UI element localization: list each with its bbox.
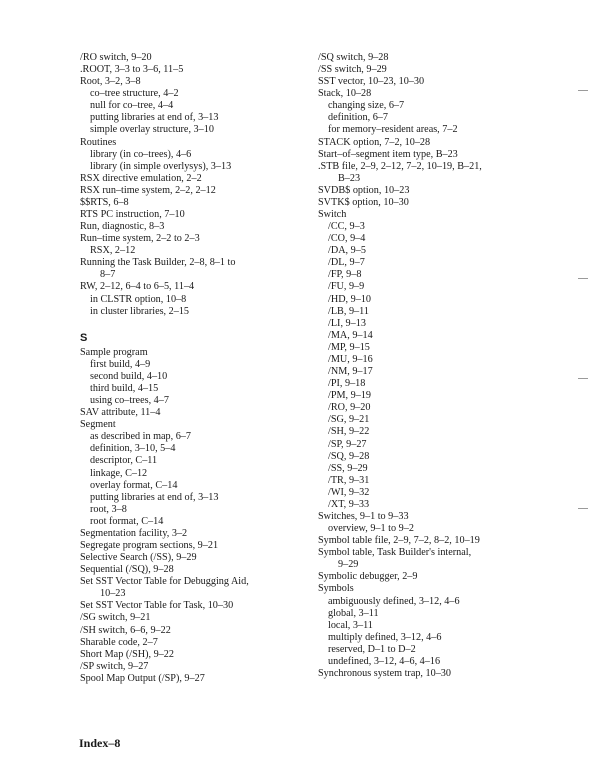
index-subentry: root, 3–8: [90, 503, 127, 515]
index-column-right: [318, 52, 568, 680]
index-subentry: library (in co–trees), 4–6: [90, 148, 192, 160]
index-subentry: /SH, 9–22: [328, 426, 370, 438]
index-subentry: /HD, 9–10: [328, 293, 372, 305]
index-entry: Synchronous system trap, 10–30: [318, 667, 451, 679]
index-entry: Stack, 10–28: [318, 88, 372, 100]
index-subentry: /NM, 9–17: [328, 366, 373, 378]
index-entry: /SQ switch, 9–28: [318, 52, 389, 63]
margin-mark: [578, 508, 588, 509]
index-subentry: overview, 9–1 to 9–2: [328, 523, 414, 535]
index-entry: Segment: [80, 419, 116, 431]
index-entry: Short Map (/SH), 9–22: [80, 648, 174, 660]
index-entry: /RO switch, 9–20: [80, 52, 152, 63]
index-entry: .STB file, 2–9, 2–12, 7–2, 10–19, B–21,: [318, 160, 482, 172]
index-entry: .ROOT, 3–3 to 3–6, 11–5: [80, 64, 184, 76]
index-entry: /SH switch, 6–6, 9–22: [80, 624, 171, 636]
index-subentry: ambiguously defined, 3–12, 4–6: [328, 595, 460, 607]
index-entry: Symbol table file, 2–9, 7–2, 8–2, 10–19: [318, 535, 480, 547]
index-subentry: global, 3–11: [328, 607, 379, 619]
index-entry: Running the Task Builder, 2–8, 8–1 to: [80, 257, 236, 269]
index-subentry: overlay format, C–14: [90, 479, 178, 491]
index-subentry: definition, 6–7: [328, 112, 388, 124]
index-entry: Segregate program sections, 9–21: [80, 539, 219, 551]
index-entry: Symbols: [318, 583, 354, 595]
index-entry: Segmentation facility, 3–2: [80, 527, 188, 539]
index-entry: Symbolic debugger, 2–9: [318, 571, 418, 583]
index-entry-continuation: 10–23: [100, 588, 126, 600]
index-subentry: /MA, 9–14: [328, 329, 373, 341]
index-subentry: putting libraries at end of, 3–13: [90, 491, 219, 503]
index-subentry: changing size, 6–7: [328, 100, 405, 112]
index-entry: RSX run–time system, 2–2, 2–12: [80, 184, 216, 196]
index-subentry: /MP, 9–15: [328, 341, 370, 353]
index-entry: SVDB$ option, 10–23: [318, 184, 410, 196]
index-subentry: /SG, 9–21: [328, 414, 370, 426]
index-entry: STACK option, 7–2, 10–28: [318, 136, 431, 148]
index-entry: /SS switch, 9–29: [318, 64, 387, 76]
index-entry: Symbol table, Task Builder's internal,: [318, 547, 472, 559]
margin-mark: [578, 378, 588, 379]
index-entry-continuation: B–23: [338, 172, 361, 184]
index-subentry: /RO, 9–20: [328, 402, 371, 414]
index-subentry: /MU, 9–16: [328, 353, 373, 365]
index-subentry: simple overlay structure, 3–10: [90, 124, 214, 136]
index-subentry: /CO, 9–4: [328, 233, 366, 245]
section-heading: S: [80, 331, 88, 344]
index-entry: SST vector, 10–23, 10–30: [318, 76, 425, 88]
index-subentry: definition, 3–10, 5–4: [90, 443, 176, 455]
index-subentry: /FU, 9–9: [328, 281, 365, 293]
index-subentry: reserved, D–1 to D–2: [328, 643, 416, 655]
index-subentry: for memory–resident areas, 7–2: [328, 124, 458, 136]
index-subentry: RSX, 2–12: [90, 245, 136, 257]
index-entry: Set SST Vector Table for Debugging Aid,: [80, 576, 249, 588]
index-subentry: in cluster libraries, 2–15: [90, 305, 190, 317]
index-entry-continuation: 8–7: [100, 269, 116, 281]
index-subentry: /PI, 9–18: [328, 378, 366, 390]
index-entry: Sample program: [80, 346, 148, 358]
index-subentry: /LI, 9–13: [328, 317, 366, 329]
index-subentry: /PM, 9–19: [328, 390, 372, 402]
index-subentry: /LB, 9–11: [328, 305, 369, 317]
index-subentry: /SQ, 9–28: [328, 450, 370, 462]
index-subentry: putting libraries at end of, 3–13: [90, 112, 219, 124]
index-entry: Sequential (/SQ), 9–28: [80, 564, 174, 576]
index-subentry: /TR, 9–31: [328, 474, 370, 486]
index-entry: SAV attribute, 11–4: [80, 407, 161, 419]
index-entry: Root, 3–2, 3–8: [80, 76, 141, 88]
index-entry: Run–time system, 2–2 to 2–3: [80, 233, 200, 245]
index-entry: $$RTS, 6–8: [80, 196, 129, 208]
index-column-left: [80, 52, 320, 685]
index-subentry: /FP, 9–8: [328, 269, 362, 281]
page-number: Index–8: [79, 736, 121, 750]
index-entry: /SG switch, 9–21: [80, 612, 151, 624]
margin-mark: [578, 90, 588, 91]
index-subentry: undefined, 3–12, 4–6, 4–16: [328, 655, 441, 667]
index-subentry: descriptor, C–11: [90, 455, 158, 467]
index-subentry: third build, 4–15: [90, 382, 159, 394]
index-entry: Sharable code, 2–7: [80, 636, 158, 648]
index-subentry: root format, C–14: [90, 515, 164, 527]
index-subentry: /SP, 9–27: [328, 438, 367, 450]
index-entry: Routines: [80, 136, 117, 148]
index-subentry: /XT, 9–33: [328, 498, 370, 510]
index-subentry: library (in simple overlysys), 3–13: [90, 160, 232, 172]
index-subentry: /DA, 9–5: [328, 245, 366, 257]
index-subentry: /WI, 9–32: [328, 486, 370, 498]
index-subentry: multiply defined, 3–12, 4–6: [328, 631, 442, 643]
index-entry: RW, 2–12, 6–4 to 6–5, 11–4: [80, 281, 195, 293]
index-entry: Selective Search (/SS), 9–29: [80, 552, 197, 564]
index-subentry: /CC, 9–3: [328, 221, 365, 233]
index-entry: Spool Map Output (/SP), 9–27: [80, 672, 205, 684]
index-subentry: using co–trees, 4–7: [90, 395, 169, 407]
index-entry: /SP switch, 9–27: [80, 660, 149, 672]
index-entry: RTS PC instruction, 7–10: [80, 209, 185, 221]
index-entry: SVTK$ option, 10–30: [318, 196, 409, 208]
index-entry-continuation: 9–29: [338, 559, 359, 571]
index-subentry: /SS, 9–29: [328, 462, 368, 474]
index-subentry: /DL, 9–7: [328, 257, 365, 269]
index-entry: Run, diagnostic, 8–3: [80, 221, 165, 233]
index-subentry: first build, 4–9: [90, 358, 151, 370]
margin-mark: [578, 278, 588, 279]
section-gap: [80, 318, 320, 330]
index-entry: Set SST Vector Table for Task, 10–30: [80, 600, 234, 612]
index-subentry: linkage, C–12: [90, 467, 148, 479]
index-entry: Switches, 9–1 to 9–33: [318, 510, 409, 522]
index-subentry: in CLSTR option, 10–8: [90, 293, 187, 305]
index-subentry: co–tree structure, 4–2: [90, 88, 179, 100]
index-entry: Switch: [318, 209, 347, 221]
index-subentry: second build, 4–10: [90, 370, 168, 382]
index-subentry: null for co–tree, 4–4: [90, 100, 174, 112]
index-entry: Start–of–segment item type, B–23: [318, 148, 458, 160]
index-subentry: local, 3–11: [328, 619, 373, 631]
index-subentry: as described in map, 6–7: [90, 431, 191, 443]
index-entry: RSX directive emulation, 2–2: [80, 172, 202, 184]
